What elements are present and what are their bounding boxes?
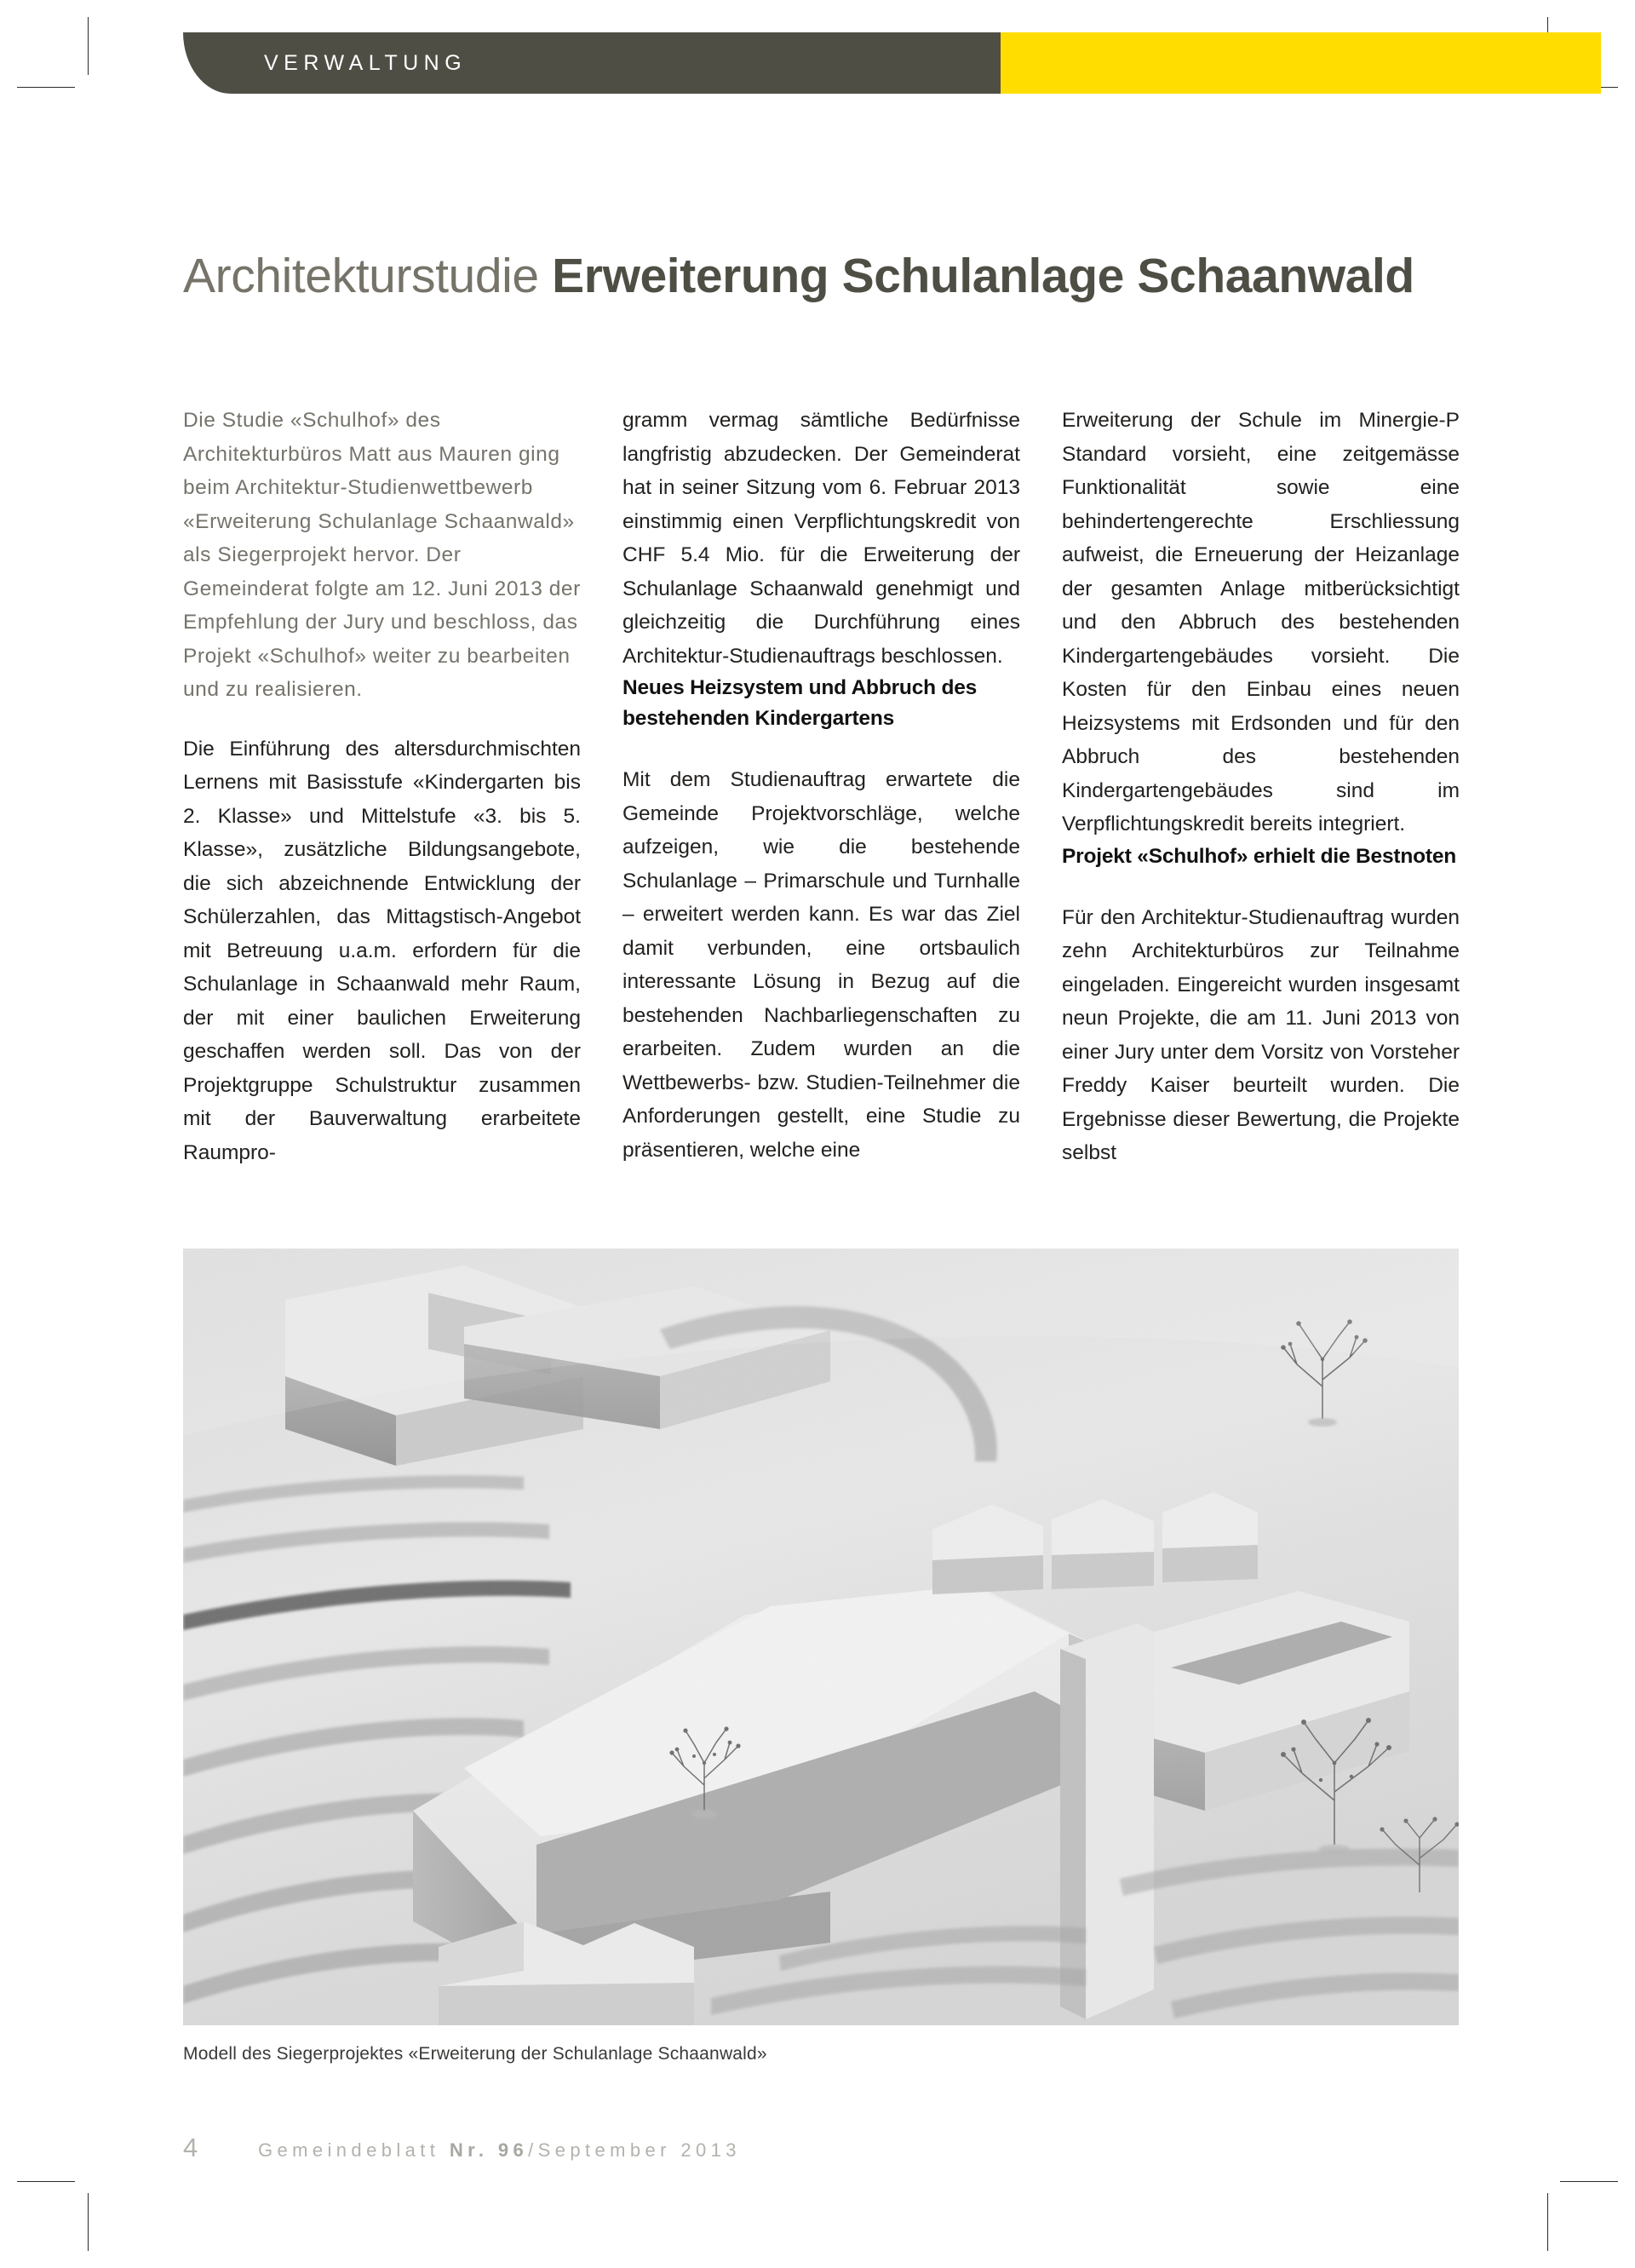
crop-mark-top-left-vertical xyxy=(88,17,89,75)
article-columns xyxy=(183,404,1460,1170)
crop-mark-bottom-right-horizontal xyxy=(1560,2181,1618,2182)
article-photo xyxy=(183,1249,1459,2025)
footer-issue: Nr. 96 xyxy=(449,2139,529,2161)
crop-mark-bottom-left-horizontal xyxy=(17,2181,75,2182)
section-banner-accent-panel xyxy=(1001,32,1601,94)
body-paragraph: Erweiterung der Schule im Minergie-P Standard vorsieht, eine zeitgemässe Funktionalität sowie eine behindertengerechte Erschliessung aufweist, die Erneuerung der Heizanlage der gesamten Anlage mitberücksichtigt und den Abbruch des bestehenden Kindergartengebäudes vorsieht. Die Kosten für den Einbau eines neuen Heizsystems mit Erdsonden und für den Abbruch des bestehenden Kindergartengebäudes sind im Verpflichtungskredit bereits integriert. xyxy=(1062,409,1460,835)
article-lead xyxy=(183,404,581,707)
body-paragraph: Mit dem Studienauftrag erwartete die Gemeinde Projektvorschläge, welche aufzeigen, wie die bestehende Schulanlage – Primarschule und Turnhalle – erweitert werden kann. Es war das Ziel damit verbunden, eine ortsbaulich interessante Lösung in Bezug auf die bestehenden Nachbarliegenschaften zu erarbeiten. Zudem wurden an die Wettbewerbs- bzw. Studien-Teilnehmer die Anforderungen gestellt, eine Studie zu präsentieren, welche eine xyxy=(622,768,1020,1162)
page-title xyxy=(183,248,1460,304)
subheading-heizsystem: Neues Heizsystem und Abbruch des bestehenden Kindergartens xyxy=(622,676,978,730)
footer-date: /September 2013 xyxy=(528,2139,741,2161)
body-paragraph: gramm vermag sämtliche Bedürfnisse langfristig abzudecken. Der Gemeinderat hat in seiner Sitzung vom 6. Februar 2013 einstimmig einen Verpflichtungskredit von CHF 5.4 Mio. für die Erweiterung der Schulanlage Schaanwald genehmigt und gleichzeitig die Durchführung eines Architektur-Studienauftrags beschlossen. xyxy=(622,409,1020,668)
crop-mark-bottom-right-vertical xyxy=(1547,2193,1548,2251)
footer-imprint xyxy=(258,2139,741,2162)
subheading-bestnoten: Projekt «Schulhof» erhielt die Bestnoten xyxy=(1062,844,1457,868)
page-title-bold-part: Erweiterung Schulanlage Schaanwald xyxy=(552,249,1414,304)
article-column-3-body-bottom xyxy=(1062,901,1460,1170)
body-paragraph: Für den Architektur-Studienauftrag wurden zehn Architekturbüros zur Teilnahme eingeladen. Eingereicht wurden insgesamt neun Projekte, die am 11. Juni 2013 von einer Jury unter dem Vorsitz von Vorsteher Freddy Kaiser beurteilt wurden. Die Ergebnisse dieser Bewertung, die Projekte selbst xyxy=(1062,905,1460,1164)
article-column-2-body-bottom xyxy=(622,763,1020,1167)
article-column-3-body-top xyxy=(1062,404,1460,841)
body-paragraph: Die Einführung des altersdurchmischten Lernens mit Basisstufe «Kindergarten bis 2. Klasse» und Mittelstufe «3. bis 5. Klasse», zusätzliche Bildungsangebote, die sich abzeichnende Entwicklung der Schülerzahlen, das Mittagstisch-Angebot mit Betreuung u.a.m. erfordern für die Schulanlage in Schaanwald mehr Raum, der mit einer baulichen Erweiterung geschaffen werden soll. Das von der Projektgruppe Schulstruktur zusammen mit der Bauverwaltung erarbeitete Raumpro- xyxy=(183,737,581,1164)
article-column-1 xyxy=(183,404,581,1170)
crop-mark-top-left-horizontal xyxy=(17,87,75,88)
article-column-2-body-top xyxy=(622,404,1020,673)
article-column-2 xyxy=(622,404,1020,1170)
section-banner xyxy=(183,32,1601,94)
article-column-1-body xyxy=(183,732,581,1170)
lead-paragraph: Die Studie «Schulhof» des Architekturbüros Matt aus Mauren ging beim Architektur-Studienwettbewerb «Erweiterung Schulanlage Schaanwald» als Siegerprojekt hervor. Der Gemeinderat folgte am 12. Juni 2013 der Empfehlung der Jury und beschloss, das Projekt «Schulhof» weiter zu bearbeiten und zu realisieren. xyxy=(183,409,581,701)
page-footer xyxy=(183,2133,741,2163)
page-title-light-part: Architekturstudie xyxy=(183,249,553,304)
footer-publication: Gemeindeblatt xyxy=(258,2139,450,2161)
architectural-model-photo xyxy=(183,1249,1459,2025)
photo-caption: Modell des Siegerprojektes «Erweiterung der Schulanlage Schaanwald» xyxy=(183,2044,767,2064)
section-banner-label: VERWALTUNG xyxy=(264,51,468,75)
footer-page-number: 4 xyxy=(183,2133,199,2162)
article-column-3 xyxy=(1062,404,1460,1170)
crop-mark-bottom-left-vertical xyxy=(88,2193,89,2251)
